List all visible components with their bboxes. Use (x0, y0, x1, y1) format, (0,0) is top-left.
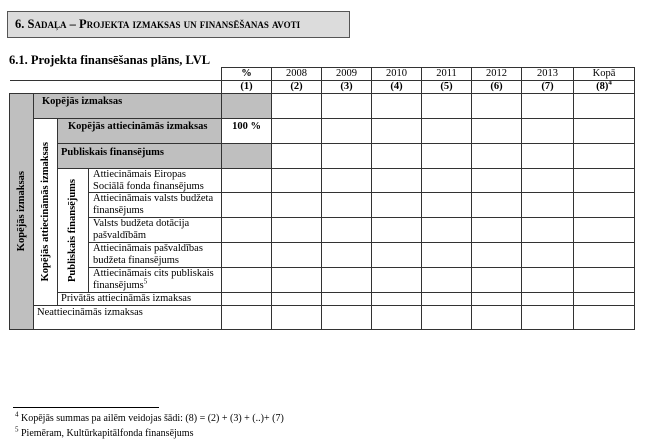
row-label: Privātās attiecināmās izmaksas (58, 293, 222, 306)
cell-percent (222, 94, 272, 119)
row-label: Kopējās izmaksas (34, 94, 222, 119)
cell[interactable] (574, 144, 635, 169)
cell-percent[interactable] (222, 268, 272, 293)
cell[interactable] (272, 119, 322, 144)
col-number: (6) (472, 81, 522, 94)
section-title: Projekta izmaksas un finansēšanas avoti (78, 17, 301, 31)
row-total-costs (10, 94, 635, 119)
cell[interactable] (472, 193, 522, 218)
cell[interactable] (522, 243, 574, 268)
row-eligible-total (10, 119, 635, 144)
cell[interactable] (372, 119, 422, 144)
col-number: $(8)^4$ (574, 81, 635, 94)
vertical-label-total-costs: Kopējās izmaksas (10, 94, 34, 330)
footnote-4: $^4$ Kopējās summas pa ailēm veidojas šādi: (8) = (2) + (3) + (..)+ (7) (15, 410, 284, 424)
cell[interactable] (422, 293, 472, 306)
cell[interactable] (422, 218, 472, 243)
cell[interactable] (422, 144, 472, 169)
row-label: Attiecināmais cits publiskais finansējums$^5$ (89, 268, 222, 293)
row-state-grant (10, 218, 635, 243)
cell[interactable] (422, 306, 472, 330)
row-label: Neattiecināmās izmaksas (34, 306, 222, 330)
row-ineligible (10, 306, 635, 330)
cell-percent[interactable] (222, 218, 272, 243)
row-label: Publiskais finansējums (58, 144, 222, 169)
cell[interactable] (372, 144, 422, 169)
section-header (7, 11, 350, 38)
cell[interactable] (472, 169, 522, 193)
cell[interactable] (522, 169, 574, 193)
col-number: (7) (522, 81, 574, 94)
cell[interactable] (372, 94, 422, 119)
col-header: 2010 (372, 68, 422, 81)
cell[interactable] (472, 243, 522, 268)
cell[interactable] (472, 94, 522, 119)
cell[interactable] (322, 268, 372, 293)
cell[interactable] (372, 243, 422, 268)
col-header: 2013 (522, 68, 574, 81)
cell[interactable] (322, 243, 372, 268)
vertical-label-eligible-costs: Kopējās attiecināmās izmaksas (34, 119, 58, 306)
footnote-mark: 4 (608, 80, 612, 87)
blank-corner (10, 68, 222, 81)
cell-percent[interactable] (222, 193, 272, 218)
cell[interactable] (272, 268, 322, 293)
col-header: 2012 (472, 68, 522, 81)
cell[interactable] (272, 144, 322, 169)
cell[interactable] (522, 119, 574, 144)
cell[interactable] (322, 293, 372, 306)
cell[interactable] (522, 306, 574, 330)
col-number: (4) (372, 81, 422, 94)
cell[interactable] (272, 306, 322, 330)
cell[interactable] (422, 169, 472, 193)
cell[interactable] (522, 193, 574, 218)
row-label: Kopējās attiecināmās izmaksas (58, 119, 222, 144)
footnote-separator (13, 407, 159, 408)
col-number: (3) (322, 81, 372, 94)
cell[interactable] (372, 169, 422, 193)
cell-percent[interactable] (222, 243, 272, 268)
col-number: (5) (422, 81, 472, 94)
row-other-public (10, 268, 635, 293)
row-public-funding (10, 144, 635, 169)
financing-plan-table (9, 67, 635, 330)
cell-percent[interactable] (222, 306, 272, 330)
cell[interactable] (472, 119, 522, 144)
cell[interactable] (272, 169, 322, 193)
col-header: 2011 (422, 68, 472, 81)
cell[interactable] (522, 293, 574, 306)
section-dash: – (66, 17, 79, 31)
cell[interactable] (574, 218, 635, 243)
cell[interactable] (522, 94, 574, 119)
cell[interactable] (472, 268, 522, 293)
cell[interactable] (372, 193, 422, 218)
cell[interactable] (472, 144, 522, 169)
cell[interactable] (574, 268, 635, 293)
cell[interactable] (322, 306, 372, 330)
cell[interactable] (422, 119, 472, 144)
cell[interactable] (322, 169, 372, 193)
cell[interactable] (272, 243, 322, 268)
row-label: Valsts budžeta dotācija pašvaldībām (89, 218, 222, 243)
cell[interactable] (574, 94, 635, 119)
cell-percent[interactable] (222, 169, 272, 193)
cell[interactable] (522, 268, 574, 293)
cell[interactable] (422, 268, 472, 293)
cell[interactable] (472, 306, 522, 330)
cell-percent[interactable] (222, 293, 272, 306)
row-private-eligible (10, 293, 635, 306)
header-row-numbers (10, 81, 635, 94)
cell[interactable] (322, 119, 372, 144)
cell[interactable] (422, 243, 472, 268)
cell[interactable] (574, 193, 635, 218)
cell[interactable] (272, 218, 322, 243)
cell[interactable] (472, 218, 522, 243)
cell[interactable] (322, 218, 372, 243)
cell[interactable] (372, 268, 422, 293)
header-row-labels (10, 68, 635, 81)
col-number: (2) (272, 81, 322, 94)
row-state-budget (10, 193, 635, 218)
col-header: % (222, 68, 272, 81)
cell[interactable] (322, 193, 372, 218)
cell[interactable] (574, 169, 635, 193)
cell[interactable] (472, 293, 522, 306)
vertical-label-public-funding: Publiskais finansējums (58, 169, 89, 293)
row-label: Attiecināmais pašvaldības budžeta finansējums (89, 243, 222, 268)
cell[interactable] (372, 293, 422, 306)
col-number: (1) (222, 81, 272, 94)
cell[interactable] (574, 119, 635, 144)
cell[interactable] (574, 243, 635, 268)
row-esf (10, 169, 635, 193)
cell[interactable] (272, 193, 322, 218)
footnote-mark: 5 (143, 277, 148, 285)
blank-corner (10, 81, 222, 94)
col-header: 2009 (322, 68, 372, 81)
col-header: Kopā (574, 68, 635, 81)
footnote-5: $^5$ Piemēram, Kultūrkapitālfonda finansējums (15, 425, 194, 439)
cell-percent: 100 % (222, 119, 272, 144)
cell[interactable] (372, 306, 422, 330)
cell[interactable] (422, 193, 472, 218)
table-title: 6.1. Projekta finansēšanas plāns, LVL (9, 53, 211, 67)
cell[interactable] (272, 94, 322, 119)
cell[interactable] (574, 293, 635, 306)
cell[interactable] (322, 144, 372, 169)
cell[interactable] (422, 94, 472, 119)
col-header: 2008 (272, 68, 322, 81)
cell[interactable] (372, 218, 422, 243)
section-word: Sadaļa (27, 17, 67, 31)
cell-percent (222, 144, 272, 169)
cell[interactable] (522, 218, 574, 243)
cell[interactable] (522, 144, 574, 169)
row-label: Attiecināmais Eiropas Sociālā fonda finansējums (89, 169, 222, 193)
section-number: 6. (15, 17, 25, 31)
row-municipal-budget (10, 243, 635, 268)
cell[interactable] (574, 306, 635, 330)
row-label: Attiecināmais valsts budžeta finansējums (89, 193, 222, 218)
cell[interactable] (272, 293, 322, 306)
cell[interactable] (322, 94, 372, 119)
